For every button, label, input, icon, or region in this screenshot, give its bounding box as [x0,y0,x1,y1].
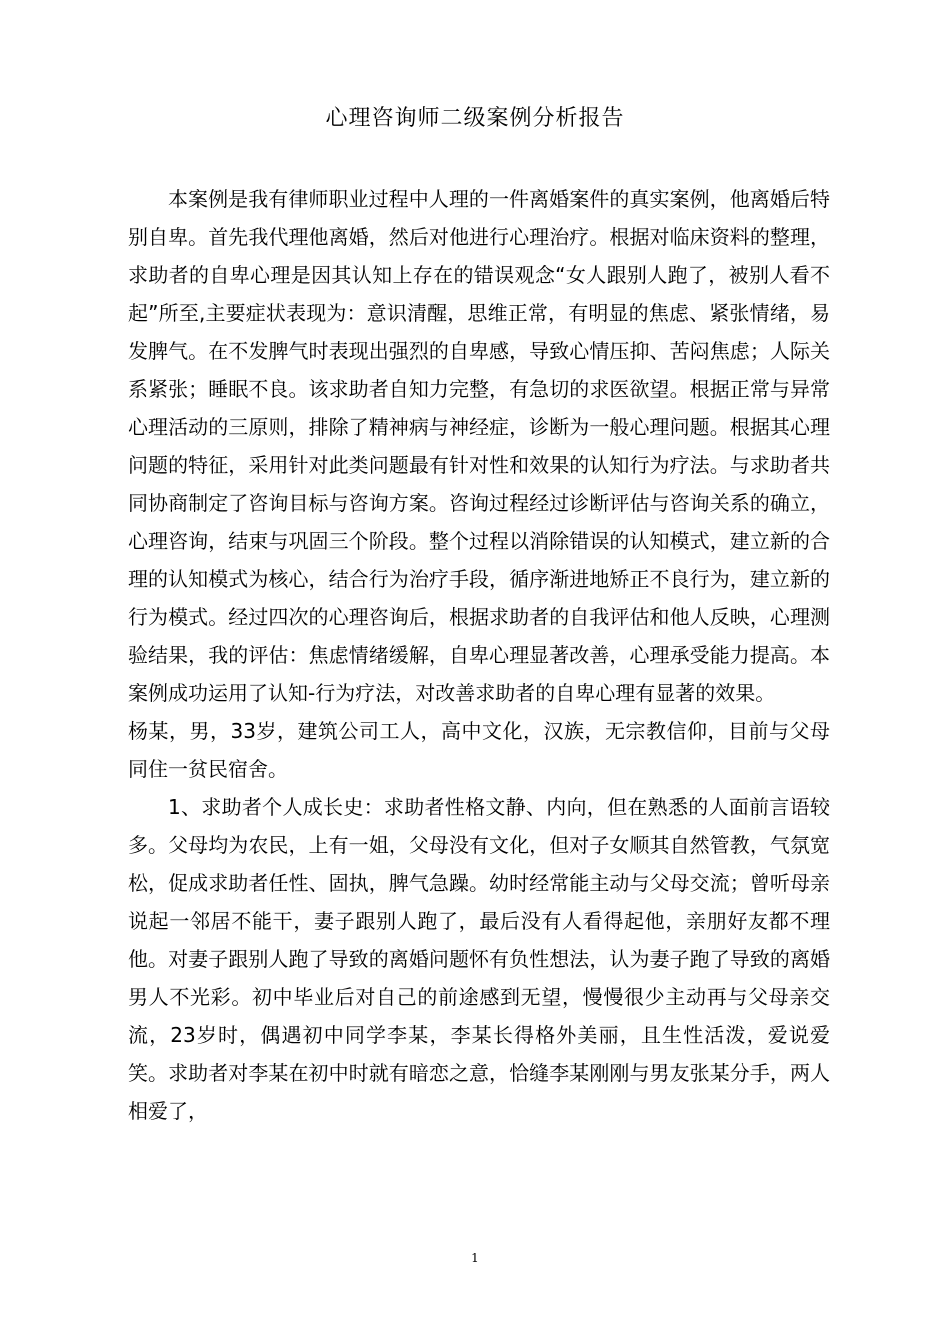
personal-history-paragraph: 1、求助者个人成长史：求助者性格文静、内向，但在熟悉的人面前言语较多。父母均为农民，上有一姐，父母没有文化，但对子女顺其自然管教，气氛宽松，促成求助者任性、固执，脾气急躁。幼时经常能主动与父母交流；曾听母亲说起一邻居不能干，妻子跟别人跑了，最后没有人看得起他，亲朋好友都不理他。对妻子跟别人跑了导致的离婚问题怀有负性想法，认为妻子跑了导致的离婚男人不光彩。初中毕业后对自己的前途感到无望，慢慢很少主动再与父母亲交流，23岁时，偶遇初中同学李某，李某长得格外美丽，且生性活泼，爱说爱笑。求助者对李某在初中时就有暗恋之意，恰缝李某刚刚与男友张某分手，两人相爱了， [128,795,830,1123]
page-number: 1 [471,1251,479,1265]
abstract-paragraph: 本案例是我有律师职业过程中人理的一件离婚案件的真实案例，他离婚后特别自卑。首先我代理他离婚，然后对他进行心理治疗。根据对临床资料的整理，求助者的自卑心理是因其认知上存在的错误观念“女人跟别人跑了，被别人看不起”所至,主要症状表现为：意识清醒，思维正常，有明显的焦虑、紧张情绪，易发脾气。在不发脾气时表现出强烈的自卑感，导致心情压抑、苦闷焦虑；人际关系紧张；睡眠不良。该求助者自知力完整，有急切的求医欲望。根据正常与异常心理活动的三原则，排除了精神病与神经症，诊断为一般心理问题。根据其心理问题的特征，采用针对此类问题最有针对性和效果的认知行为疗法。与求助者共同协商制定了咨询目标与咨询方案。咨询过程经过诊断评估与咨询关系的确立，心理咨询，结束与巩固三个阶段。整个过程以消除错误的认知模式，建立新的合理的认知模式为核心，结合行为治疗手段，循序渐进地矫正不良行为，建立新的行为模式。经过四次的心理咨询后，根据求助者的自我评估和他人反映，心理测验结果，我的评估：焦虑情绪缓解，自卑心理显著改善，心理承受能力提高。本案例成功运用了认知-行为疗法，对改善求助者的自卑心理有显著的效果。 [128,187,830,705]
client-info-paragraph: 杨某，男，33岁，建筑公司工人，高中文化，汉族，无宗教信仰，目前与父母同住一贫民宿舍。 [128,719,830,781]
document-title: 心理咨询师二级案例分析报告 [325,106,625,131]
document-body [128,180,830,1130]
